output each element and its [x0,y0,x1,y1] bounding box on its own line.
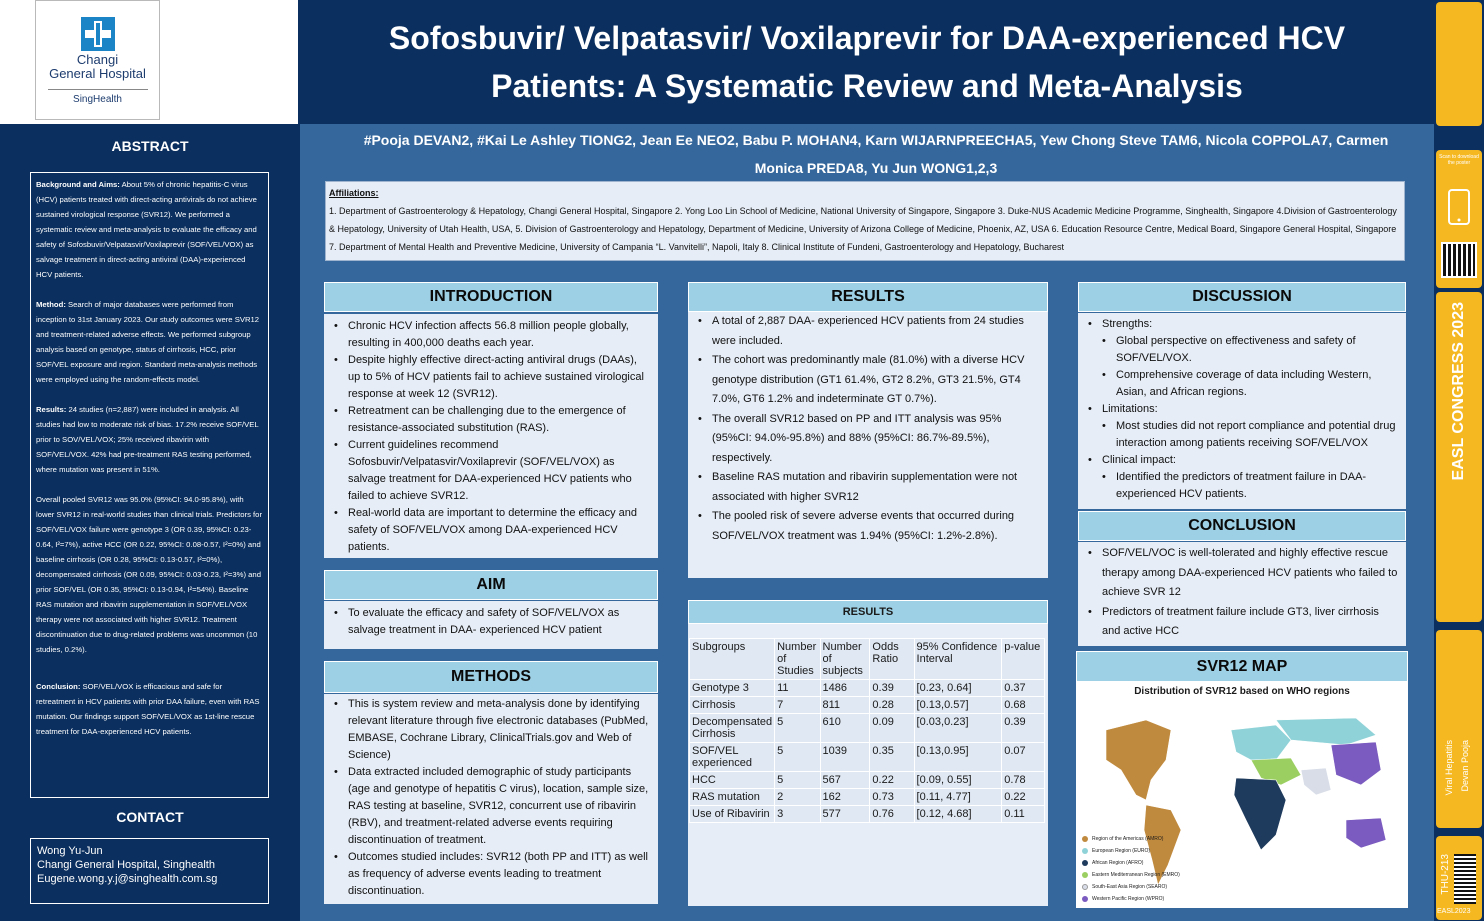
legend-label: Western Pacific Region (WPRO) [1092,896,1165,902]
abstract-bg-text: About 5% of chronic hepatitis-C virus (HCV) patients treated with direct-acting antivirals do not achieve sustained virological response (SVR12). We performed a systematic review and meta-analysis to evaluate the efficacy and safety of Sofosbuvir/Velpatasvir/Voxilaprevir (SOF/VEL/VOX) as salvage treatment in direct-acting antiviral (DAA)-experienced HCV patients. [36,180,257,279]
results-item: • The overall SVR12 based on PP and ITT analysis was 95% (95%CI: 94.0%-95.8%) and 88% (95%CI: 86.7%-89.5%), respectively. [696,410,1040,469]
intro-item: • Real-world data are important to determine the efficacy and safety of SOF/VEL/VOX among DAA-experienced HCV patients. [332,505,650,556]
discussion-clinical-item: • Identified the predictors of treatment failure in DAA-experienced HCV patients. [1086,469,1398,503]
topic-label: Viral Hepatitis [1444,740,1454,796]
table-cell: 0.35 [870,743,914,772]
conclusion-heading: CONCLUSION [1078,511,1406,541]
table-cell: 0.07 [1002,743,1045,772]
results-table-heading: RESULTS [688,600,1048,624]
table-cell: [0.13,0.57] [914,697,1002,714]
aim-item: • To evaluate the efficacy and safety of SOF/VEL/VOX as salvage treatment in DAA- experienced HCV patient [332,605,650,639]
congress-card [1436,292,1482,622]
table-row [690,789,1045,806]
table-header-cell: 95% Confidence Interval [914,639,1002,680]
authors-line-2: Monica PREDA8, Yu Jun WONG1,2,3 [754,160,998,176]
poster-header [300,0,1434,124]
discussion-limitations: • Limitations: [1086,401,1398,418]
affiliations-heading: Affiliations: [329,188,379,198]
intro-item: • Chronic HCV infection affects 56.8 million people globally, resulting in 400,000 deaths each year. [332,318,650,352]
discussion-strengths: • Strengths: [1086,316,1398,333]
legend-swatch [1082,848,1088,854]
table-cell: 7 [775,697,820,714]
intro-item: • Current guidelines recommend Sofosbuvir/Velpatasvir/Voxilaprevir (SOF/VEL/VOX) as salvage treatment for DAA-experienced HCV patients who failed to achieve SVR12. [332,437,650,505]
intro-item: • Retreatment can be challenging due to the emergence of resistance-associated substitution (RAS). [332,403,650,437]
table-cell: 1486 [820,680,870,697]
table-cell: [0.13,0.95] [914,743,1002,772]
table-cell: 0.76 [870,806,914,823]
right-strip [1434,0,1484,921]
aim-body [324,601,658,649]
table-cell: 0.11 [1002,806,1045,823]
logo-line-1: Changi [76,52,119,67]
table-cell: SOF/VEL experienced [690,743,775,772]
table-cell: 0.37 [1002,680,1045,697]
authors-line-1: #Pooja DEVAN2, #Kai Le Ashley TIONG2, Jean Ee NEO2, Babu P. MOHAN4, Karn WIJARNPREECHA5, Yew Chong Steve TAM6, Nicola COPPOLA7, Carmen [363,132,1389,148]
legend-item [1082,848,1150,854]
barcode-icon [1454,854,1476,904]
methods-item: • Outcomes studied includes: SVR12 (both PP and ITT) as well as frequency of adverse events leading to treatment discontinuation. [332,849,650,900]
table-cell: Use of Ribavirin [690,806,775,823]
table-header-cell: Odds Ratio [870,639,914,680]
table-header-cell: Number of Studies [775,639,820,680]
table-row [690,806,1045,823]
qr-code-icon[interactable] [1441,242,1477,278]
abstract-bg-label: Background and Aims: [36,180,120,189]
abstract-background [36,177,263,282]
results-item: • A total of 2,887 DAA- experienced HCV patients from 24 studies were included. [696,312,1040,351]
results-heading: RESULTS [688,282,1048,312]
abstract-method-text: Search of major databases were performed from inception to 31st January 2023. Our study outcomes were SVR12 and treatment-related adverse effects. We performed subgroup analysis based on genotype, status of cirrhosis, HCC, prior SOF/VEL exposure and region. Standard meta-analysis methods were employed using the random-effects model. [36,300,260,384]
table-cell: [0.11, 4.77] [914,789,1002,806]
affiliations-text: 1. Department of Gastroenterology & Hepatology, Changi General Hospital, Singapore 2. Yong Loo Lin School of Medicine, National University of Singapore, Singapore 3. Duke-NUS Academic Medicine Programme, Singhealth, Singapore 4.Division of Gastroenterology & Hepatology, University of Utah Health, USA, 5. Division of Gastroenterology and Hepatology, Department of Medicine, University of Arizona College of Medicine, Phoenix, AZ, USA 6. Education Resource Centre, Medical Board, Singapore General Hospital, Singapore 7. Department of Mental Health and Preventive Medicine, University of Campania “L. Vanvitelli”, Napoli, Italy 8. Clinical Institute of Fundeni, Gastroenterology and Hepatology, Bucharest [329,206,1397,252]
table-cell: 0.78 [1002,772,1045,789]
methods-heading: METHODS [324,661,658,693]
table-cell: 0.09 [870,714,914,743]
table-cell: 567 [820,772,870,789]
author-label: Devan Pooja [1460,740,1470,792]
contact-name: Wong Yu-Jun [37,845,103,857]
legend-label: African Region (AFRO) [1092,860,1144,866]
methods-item: • This is system review and meta-analysis done by identifying relevant literature through five electronic databases (PubMed, EMBASE, Cochrane Library, ClinicalTrials.gov and Web of Science) [332,696,650,764]
table-header-row [690,639,1045,680]
methods-item: • Data extracted included demographic of study participants (age and genotype of hepatitis C virus), location, sample size, RAS testing at baseline, SVR12, concurrent use of ribavirin (RBV), and treatment-related adverse events requiring discontinuation of treatment. [332,764,650,849]
results-item: • The pooled risk of severe adverse events that occurred during SOF/VEL/VOX treatment was 1.94% (95%CI: 1.2%-2.8%). [696,507,1040,546]
table-cell: 0.28 [870,697,914,714]
legend-label: Region of the Americas (AMRO) [1092,836,1164,842]
table-cell: 0.73 [870,789,914,806]
poster-code: THU-213 [1440,854,1451,895]
contact-box [30,838,269,904]
table-header-cell: Number of subjects [820,639,870,680]
table-cell: 162 [820,789,870,806]
phone-icon [1447,188,1471,228]
table-row [690,772,1045,789]
table-header-cell: p-value [1002,639,1045,680]
table-cell: [0.23, 0.64] [914,680,1002,697]
table-cell: 5 [775,714,820,743]
table-cell: 0.22 [1002,789,1045,806]
contact-email[interactable]: Eugene.wong.y.j@singhealth.com.sg [37,873,218,885]
table-cell: [0.09, 0.55] [914,772,1002,789]
abstract-results-2: Overall pooled SVR12 was 95.0% (95%CI: 94.0-95.8%), with lower SVR12 in real-world studies than clinical trials. Predictors for SOF/VEL/VOX failure were genotype 3 (OR 0.39, 95%CI: 0.23-0.64, I²=7%), active HCC (OR 0.22, 95%CI: 0.08-0.57, I²=0%) and baseline cirrhosis (OR 0.28, 95%CI: 0.13-0.57, I²=0%), decompensated cirrhosis (OR 0.09, 95%CI: 0.03-0.23, I²=3%) and prior SOF/VEL (OR 0.35, 95%CI: 0.13-0.94, I²=54%). Baseline RAS mutation and ribavirin supplementation in SOF/VEL/VOX therapy were not associated with higher SVR12. Treatment discontinuation due to drug-related problems was uncommon (10 studies, 0.2%). [36,495,263,654]
table-cell: 5 [775,772,820,789]
table-cell: 577 [820,806,870,823]
abstract-method [36,297,263,387]
table-header-cell: Subgroups [690,639,775,680]
legend-item [1082,896,1164,902]
table-cell: 0.39 [870,680,914,697]
table-cell: [0.03,0.23] [914,714,1002,743]
abstract-heading: ABSTRACT [111,138,189,154]
discussion-limitation-item: • Most studies did not report compliance and potential drug interaction among patients receiving SOF/VEL/VOX [1086,418,1398,452]
svr12-map-heading: SVR12 MAP [1076,651,1408,682]
legend-item [1082,860,1143,866]
congress-label: EASL CONGRESS 2023 [1450,302,1467,481]
discussion-body [1078,313,1406,509]
table-cell: HCC [690,772,775,789]
conclusion-item: • Predictors of treatment failure include GT3, liver cirrhosis and active HCC [1086,603,1398,642]
table-cell: 0.68 [1002,697,1045,714]
abstract-conclusion [36,679,263,739]
results-item: • The cohort was predominantly male (81.0%) with a diverse HCV genotype distribution (GT1 61.4%, GT2 8.2%, GT3 21.5%, GT4 7.0%, GT6 1.2% and indeterminate GT 0.7%). [696,351,1040,410]
abstract-method-label: Method: [36,300,66,309]
table-row [690,680,1045,697]
table-cell: 0.22 [870,772,914,789]
table-cell: RAS mutation [690,789,775,806]
logo-area [0,0,300,124]
legend-swatch [1082,860,1088,866]
strip-footer: EASL2023 [1437,908,1471,915]
intro-item: • Despite highly effective direct-acting antiviral drugs (DAAs), up to 5% of HCV patients fail to achieve sustained virological response at week 12 (SVR12). [332,352,650,403]
legend-swatch [1082,896,1088,902]
table-cell: Cirrhosis [690,697,775,714]
table-cell: 11 [775,680,820,697]
table-cell: [0.12, 4.68] [914,806,1002,823]
legend-item [1082,884,1167,890]
author-list [316,126,1436,182]
table-row [690,697,1045,714]
table-cell: 1039 [820,743,870,772]
aim-heading: AIM [324,570,658,600]
poster-badge [1436,2,1482,126]
conclusion-body [1078,542,1406,646]
legend-item [1082,872,1180,878]
hospital-cross-icon [79,15,117,53]
abstract-results-text: 24 studies (n=2,887) were included in analysis. All studies had low to moderate risk of bias. 17.2% receive SOF/VEL prior to SOV/VEL/VOX; 25% received ribavirin with SOF/VEL/VOX. 42% had pre-treatment RAS testing performed, where mutation was present in 51%. [36,405,259,474]
methods-body [324,694,658,904]
introduction-heading: INTRODUCTION [324,282,658,312]
logo-sub: SingHealth [48,89,148,105]
table-cell: 2 [775,789,820,806]
contact-heading: CONTACT [116,809,184,825]
table-cell: 3 [775,806,820,823]
discussion-strength-item: • Comprehensive coverage of data including Western, Asian, and African regions. [1086,367,1398,401]
legend-label: Eastern Mediterranean Region (EMRO) [1092,872,1180,878]
legend-label: South-East Asia Region (SEARO) [1092,884,1168,890]
table-cell: 0.39 [1002,714,1045,743]
results-item: • Baseline RAS mutation and ribavirin supplementation were not associated with higher SVR12 [696,468,1040,507]
table-cell: 610 [820,714,870,743]
table-cell: Genotype 3 [690,680,775,697]
topic-card [1436,630,1482,828]
legend-swatch [1082,836,1088,842]
discussion-strength-item: • Global perspective on effectiveness and safety of SOF/VEL/VOX. [1086,333,1398,367]
abstract-conclusion-text: SOF/VEL/VOX is efficacious and safe for retreatment in HCV patients with prior DAA failure, even with RAS mutation. Our findings support SOF/VEL/VOX as 1st-line rescue treatment for DAA-experienced HCV patients. [36,682,260,736]
affiliations-box [325,181,1405,261]
results-body [688,312,1048,578]
introduction-body [324,314,658,558]
legend-label: European Region (EURO) [1092,848,1151,854]
results-table [689,638,1045,823]
legend-item [1082,836,1163,842]
logo-line-2: General Hospital [49,66,146,81]
download-card [1436,150,1482,288]
hospital-logo [35,0,160,120]
table-cell: 811 [820,697,870,714]
code-card [1436,836,1482,920]
abstract-results-label: Results: [36,405,67,414]
table-row [690,714,1045,743]
poster-title: Sofosbuvir/ Velpatasvir/ Voxilaprevir for DAA-experienced HCV Patients: A Systematic Review and Meta-Analysis [388,20,1346,104]
table-cell: 5 [775,743,820,772]
svr12-map-panel [1076,682,1408,908]
table-cell: Decompensated Cirrhosis [690,714,775,743]
abstract-results [36,402,263,477]
contact-org: Changi General Hospital, Singhealth [37,859,215,871]
discussion-clinical: • Clinical impact: [1086,452,1398,469]
discussion-heading: DISCUSSION [1078,282,1406,312]
legend-swatch [1082,872,1088,878]
scan-text: Scan to download the poster [1439,154,1479,166]
conclusion-item: • SOF/VEL/VOC is well-tolerated and highly effective rescue therapy among DAA-experienced HCV patients who failed to achieve SVR 12 [1086,544,1398,603]
abstract-box [30,172,269,798]
table-row [690,743,1045,772]
abstract-conclusion-label: Conclusion: [36,682,81,691]
map-title: Distribution of SVR12 based on WHO regions [1134,686,1350,697]
legend-swatch [1082,884,1088,890]
